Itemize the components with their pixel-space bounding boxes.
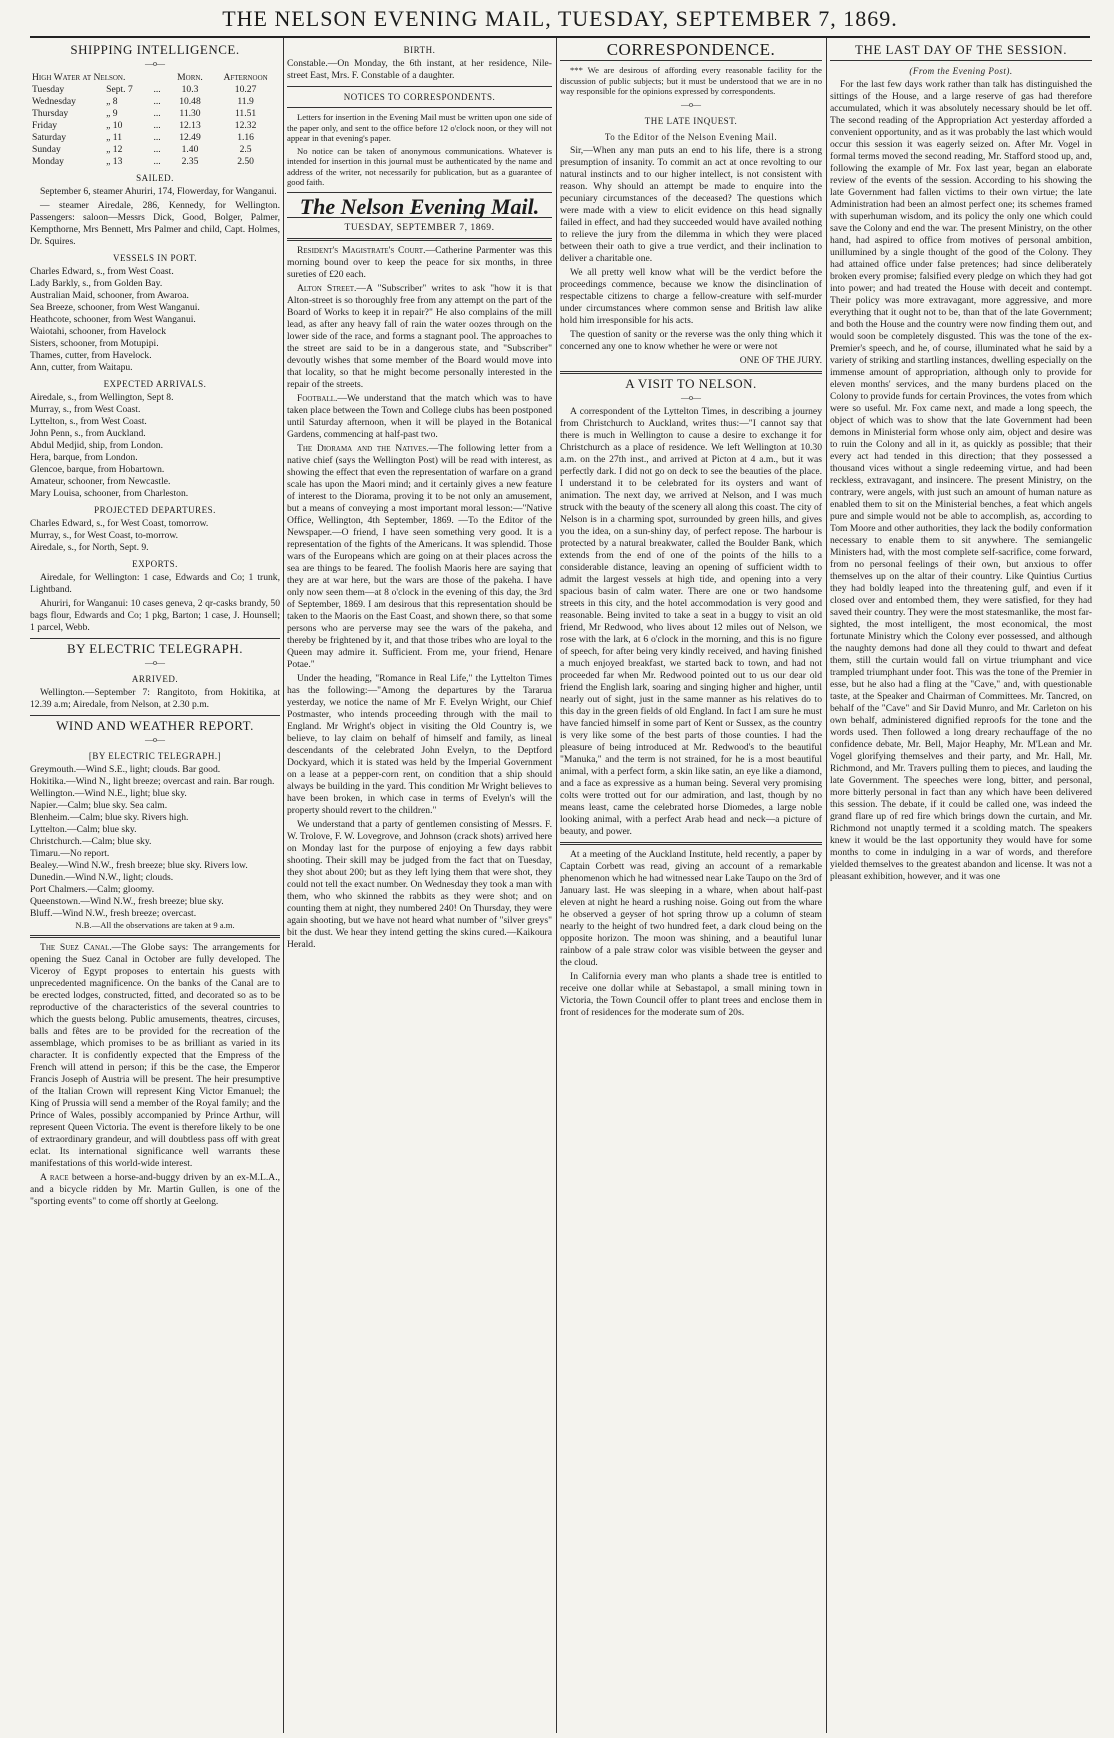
- column-2: [287, 40, 552, 1730]
- auckland-article: At a meeting of the Auckland Institute, held recently, a paper by Captain Corbett was read, giving an account of a remarkable phenomenon which he had witnessed near Lake Taupo on the 3rd of January last. He was sleeping in a whare, when about half-past eleven at night he heard a rushing noise. Going out from the whare he observed a geyser of hot spring throw up a column of steam nearly to the height of two hundred feet, a dark cloud being on the opposite horizon. The moon was shining, and a beautiful lunar rainbow of a pale straw color was visible between the geyser and the cloud.: [560, 848, 822, 968]
- divider: [830, 60, 1092, 61]
- sailed-list: [30, 186, 280, 248]
- tide-cell: 11.30: [179, 108, 201, 119]
- export-item: Airedale, for Wellington: 1 case, Edwards and Co; 1 trunk, Lightband.: [30, 572, 280, 595]
- projected-item: Airedale, s., for North, Sept. 9.: [30, 542, 149, 553]
- california-article: In California every man who plants a shade tree is entitled to receive one dollar while at Sebastapol, a small mining town in Victoria, the Town Council offer to plant trees and enclose them in front of residences for the moderate sum of 20s.: [560, 970, 822, 1018]
- tide-cell: ...: [153, 120, 161, 131]
- divider: [287, 238, 552, 241]
- visit-article: [560, 406, 822, 838]
- divider: [287, 86, 552, 87]
- tide-cell: „ 13: [106, 156, 123, 167]
- tide-cell: 2.50: [237, 156, 254, 167]
- tide-cell: Monday: [32, 156, 64, 167]
- tide-cell: 10.48: [179, 96, 201, 107]
- weather-subheading: [BY ELECTRIC TELEGRAPH.]: [88, 751, 222, 761]
- tide-cell: 12.32: [234, 120, 257, 131]
- vessel-item: Ann, cutter, from Waitapu.: [30, 362, 133, 373]
- tide-cell: ...: [153, 108, 161, 119]
- expected-item: Amateur, schooner, from Newcastle.: [30, 476, 171, 487]
- ornament: —o—: [145, 658, 165, 667]
- expected-item: Glencoe, barque, from Hobartown.: [30, 464, 165, 475]
- expected-item: Airedale, s., from Wellington, Sept 8.: [30, 392, 174, 403]
- vessel-item: Lady Barkly, s., from Golden Bay.: [30, 278, 163, 289]
- expected-item: Lyttelton, s., from West Coast.: [30, 416, 147, 427]
- tide-cell: Saturday: [32, 132, 67, 143]
- tide-cell: Sunday: [32, 144, 61, 155]
- inquest-heading: THE LATE INQUEST.: [644, 115, 738, 126]
- weather-item: Timaru.—No report.: [30, 848, 110, 859]
- tide-cell: 10.27: [234, 84, 257, 95]
- vessel-item: Sea Breeze, schooner, from West Wanganui.: [30, 302, 200, 313]
- tide-header-cell: Morn.: [177, 72, 203, 83]
- football-article: —We understand that the match which was to have taken place between the Town and College clubs has been postponed until Saturday afternoon, when it will be played in the Botanical Gardens, commencing at half-past two.: [287, 392, 552, 440]
- ornament: —o—: [681, 99, 701, 109]
- column-divider: [556, 38, 557, 1733]
- session-source: (From the Evening Post).: [909, 66, 1013, 76]
- romance-article: Under the heading, "Romance in Real Life," the Lyttelton Times has the following:—"Among the departures by the Tararua yesterday, we notice the name of Mr F. Evelyn Wright, our Chief Postmaster, who intends proceeding through with the mail to England. Mr Wright's object in visiting the Old Country is, we believe, to lay claim on behalf of himself and family, as lineal descendants of the celebrated John Evelyn, to the Deptford Dockyard, which it is stated was held by the Imperial Government on a lease at a pepper-corn rent, on condition that a ship should always be building in the yard. This condition Mr Wright believes to have been broken, in which case in terms of Evelyn's will the property should revert to the children.": [287, 672, 552, 816]
- tide-cell: 1.16: [237, 132, 254, 143]
- arrived-heading: ARRIVED.: [131, 674, 179, 684]
- rabbits-article: We understand that a party of gentlemen consisting of Messrs. F. W. Trolove, F. W. Lovegrove, and Johnson (crack shots) arrived here on Monday last for the purpose of enjoying a few days rabbit shooting. Their skill may be judged from the fact that on Tuesday, they shot about 200; but as they left lying them that were shot, they could not tell the exact number. On Wednesday they took a man with them, who who skinned the rabbits as they were shot; and on counting them at night, they numbered 240! On Thursday, they were again shooting, but we have not heard what number of "silver greys" bit the dust. We hear they intend getting the skins cured.—Kaikoura Herald.: [287, 818, 552, 950]
- birth-notice: Constable.—On Monday, the 6th instant, at her residence, Nile-street East, Mrs. F. Constable of a daughter.: [287, 58, 552, 81]
- inquest-to: To the Editor of the Nelson Evening Mail.: [604, 131, 778, 142]
- weather-item: Queenstown.—Wind N.W., fresh breeze; blue sky.: [30, 896, 224, 907]
- tide-row: [30, 120, 280, 132]
- tide-cell: Sept. 7: [106, 84, 133, 95]
- weather-item: Hokitika.—Wind N., light breeze; overcast and rain. Bar rough.: [30, 776, 275, 787]
- race-runin: A race: [40, 1171, 69, 1183]
- column-1: [30, 40, 280, 1730]
- tide-row: [30, 156, 280, 168]
- exports-heading: EXPORTS.: [132, 559, 178, 569]
- tide-cell: Tuesday: [32, 84, 65, 95]
- column-divider: [283, 38, 284, 1733]
- football-runin: Football.: [297, 392, 338, 404]
- weather-item: Napier.—Calm; blue sky. Sea calm.: [30, 800, 168, 811]
- tide-header-cell: High Water at Nelson.: [32, 72, 126, 83]
- vessel-item: Charles Edward, s., from West Coast.: [30, 266, 174, 277]
- vessels-heading: VESSELS IN PORT.: [112, 253, 198, 263]
- inquest-paragraph: We all pretty well know what will be the verdict before the proceedings commence, because we know the disinclination of respectable citizens to charge a fellow-creature with self-murder under circumstances where common sense and British law alike hold him irresponsible for his acts.: [560, 266, 822, 326]
- session-article: [830, 79, 1092, 883]
- tide-cell: 11.51: [234, 108, 257, 119]
- tide-cell: Friday: [32, 120, 58, 131]
- sailed-item: — steamer Airedale, 286, Kennedy, for Wellington. Passengers: saloon—Messrs Dick, Good, Bolger, Palmer, Kempthorne, Mrs Bennett, Mrs Palmer and child, Capt. Holmes, Dr. Squires.: [30, 200, 280, 247]
- weather-note: N.B.—All the observations are taken at 9 a.m.: [75, 920, 235, 930]
- vessel-item: Australian Maid, schooner, from Awaroa.: [30, 290, 189, 301]
- column-divider: [826, 38, 827, 1733]
- visit-paragraph: A correspondent of the Lyttelton Times, in describing a journey from Christchurch to Auckland, writes thus:—"I cannot say that there is much in Wellington to cause a desire to exchange it for Christchurch as a place of residence. We left Wellington at 10.30 a.m. on the 27th inst., and arrived at Picton at 4 a.m., but it was perfectly dark. I did not go on deck to see the beauties of the place. I understand it to be celebrated for its oysters and want of animation. The next day, we arrived at Nelson, and I was much struck with the beauty of the scenery all along this coast. The city of Nelson is in a charming spot, surrounded by green hills, and gives you the idea, on a sun-shiny day, of perfect repose. The harbour is protected by a natural breakwater, called the Boulder Bank, which extends from the end of one of the points of the hills to a considerable distance, leaving an opening of sufficient width to admit the largest vessels at high tide, and opening into a very spacious basin of calm water. There are one or two handsome streets in this city, and the hotel accommodation is very good and reasonable. Being invited to take a seat in a buggy to visit an old friend, Mr Redwood, who lives about 12 miles out of Nelson, we rose with the lark, at 6 o'clock in the morning, and this is no figure of speech, for after being very kindly received, and having finished a much enjoyed breakfast, we started back to town, and had not proceeded far when Mr. Redwood pointed out to us our dear old friend the English lark, soaring and singing higher and higher, until nearly out of sight, just in the same manner as his relatives do to this day in the green fields of old England. In fact I am sure he must have fancied himself in some part of Kent or Sussex, as the country is very like some of the best parts of those counties. I had the pleasure of being introduced at Mr. Redwood's to the beautiful "Manuka," and the term is not strained, for he is a most beautiful animal, with a perfect form, a skin like satin, an eye like a diamond, and a face as expressive as a human being. Several very promising colts were trotted out for our admiration, and last, though by no means least, came the celebrated horse Diomedes, a large noble looking animal, with a perfect Arab head and neck—a picture of beauty, and power.: [560, 405, 822, 837]
- arrived-text: Wellington.—September 7: Rangitoto, from Hokitika, at 12.39 a.m; Airedale, from Nelson, at 2.30 p.m.: [30, 687, 280, 710]
- inquest-letter: [560, 145, 822, 353]
- tide-cell: ...: [153, 144, 161, 155]
- court-runin: Resident's Magistrate's Court.: [297, 244, 426, 256]
- tide-cell: „ 12: [106, 144, 123, 155]
- inquest-signature: ONE OF THE JURY.: [739, 354, 822, 366]
- visit-heading: A VISIT TO NELSON.: [625, 375, 757, 391]
- sailed-heading: SAILED.: [136, 173, 174, 183]
- expected-list: [30, 392, 280, 500]
- tide-cell: 12.13: [179, 120, 201, 131]
- weather-item: Dunedin.—Wind N.W., light; clouds.: [30, 872, 174, 883]
- weather-item: Wellington.—Wind N.E., light; blue sky.: [30, 788, 187, 799]
- expected-item: Murray, s., from West Coast.: [30, 404, 141, 415]
- shipping-heading: SHIPPING INTELLIGENCE.: [70, 42, 240, 57]
- alton-article: —A "Subscriber" writes to ask "how it is that Alton-street is so thoroughly free from any attempt on the part of the Board of Works to keep it in repair?" He also complains of the mill lead, as after any heavy fall of rain the water oozes through on the lower side of the race, and forms a stagnant pool. The approaches to the street are said to be in a dangerous state, and "Subscriber" devoutly wishes that some member of the Board would move into that locality, so that he might become personally interested in the repair of the streets.: [287, 282, 552, 390]
- tide-cell: 2.35: [181, 156, 199, 167]
- expected-heading: EXPECTED ARRIVALS.: [103, 379, 207, 389]
- divider: [30, 715, 280, 716]
- divider: [30, 638, 280, 639]
- notice-paragraph: Letters for insertion in the Evening Mail must be written upon one side of the paper only, and sent to the office before 12 o'clock noon, or they will not appear in that evening's paper.: [287, 112, 552, 143]
- vessel-item: Sisters, schooner, from Motupipi.: [30, 338, 159, 349]
- tide-row: [30, 144, 280, 156]
- tide-cell: Thursday: [32, 108, 69, 119]
- tide-cell: ...: [153, 96, 161, 107]
- paper-title: The Nelson Evening Mail.: [299, 193, 540, 219]
- weather-item: Bealey.—Wind N.W., fresh breeze; blue sky. Rivers low.: [30, 860, 248, 871]
- divider: [287, 107, 552, 108]
- projected-list: [30, 518, 280, 554]
- tide-cell: 10.3: [181, 84, 199, 95]
- notices-heading: NOTICES TO CORRESPONDENTS.: [343, 92, 496, 102]
- divider: [30, 935, 280, 938]
- notices-list: [287, 112, 552, 188]
- session-heading: THE LAST DAY OF THE SESSION.: [855, 42, 1067, 57]
- divider: [287, 192, 552, 193]
- tide-cell: „ 10: [106, 120, 123, 131]
- weather-item: Christchurch.—Calm; blue sky.: [30, 836, 152, 847]
- inquest-paragraph: Sir,—When any man puts an end to his life, there is a strong presumption of insanity. To commit an act at once revolting to our natural instincts and to our higher intellect, is not consistent with reason. Why should an attempt be made to enquire into the pecuniary circumstances of the deceased? The questions which were made with a view to elicit evidence on this head signally failed in effect, and had they succeeded would have availed nothing to relieve the jury from the dilemma in which they were placed between their oath to give a true verdict, and their inclination to deliver a charitable one.: [560, 144, 822, 264]
- diorama-runin: The Diorama and the Natives.: [297, 442, 429, 454]
- suez-runin: The Suez Canal.: [40, 941, 112, 953]
- notice-paragraph: No notice can be taken of anonymous communications. Whatever is intended for insertion in this journal must be authenticated by the name and address of the writer, not necessarily for publication, but as a guarantee of good faith.: [287, 145, 552, 187]
- tide-row: [30, 132, 280, 144]
- expected-item: Abdul Medjid, ship, from London.: [30, 440, 163, 451]
- expected-item: Mary Louisa, schooner, from Charleston.: [30, 488, 189, 499]
- weather-heading: WIND AND WEATHER REPORT.: [56, 718, 254, 733]
- expected-item: John Penn, s., from Auckland.: [30, 428, 146, 439]
- weather-item: Bluff.—Wind N.W., fresh breeze; overcast.: [30, 908, 197, 919]
- vessel-item: Waiotahi, schooner, from Havelock: [30, 326, 167, 337]
- export-item: Ahuriri, for Wanganui: 10 cases geneva, 2 qr-casks brandy, 50 bags flour, Edwards and Co; 1 pkg, Barton; 1 case, J. Hounsell; 1 parcel, Webb.: [30, 598, 280, 633]
- masthead: THE NELSON EVENING MAIL, TUESDAY, SEPTEMBER 7, 1869.: [222, 6, 898, 31]
- divider: [560, 842, 822, 845]
- weather-list: [30, 764, 280, 920]
- race-article: between a horse-and-buggy driven by an ex-M.L.A., and a bicycle ridden by Mr. Martin Gullen, is one of the "sporting events" to come off shortly at Geelong.: [30, 1171, 280, 1207]
- session-paragraph: For the last few days work rather than talk has distinguished the sittings of the House, and a large reserve of gas had therefore accumulated, which it was absolutely necessary should be let off. The second reading of the Appropriation Act yesterday afforded a convenient opportunity, and as it was probably the last which would occur this session it was eagerly seized on. After Mr. Vogel in formal terms moved the second reading, Mr. Stafford stood up, and, following the example of Mr. Fox last year, began an elaborate review of the events of the session. According to his showing the late Government had fallen victims to their own virtue; the late Administration had been an almost perfect one; its schemes framed with superhuman wisdom, and its policy the only one which could save the Colony and end the war. The present Ministry, on the other hand, had aspired to office from motives of personal ambition, unillumined by a single thought of the good of the Colony. They had attained office under false pretences; had since deliberately broken every promise; falsified every pledge on which they had got into power; and had treated the House with deceit and contempt. Their policy was more extravagant, more aggressive, and more everything that it ought not to be, than that of the late Government; and both the House and the country were now finding them out, and would soon be completely disgusted. This was the tone of the ex-Premier's speech, and he, of course, illuminated what he said by a variety of striking and startling instances, dwelling especially on the immense amount of appropriation, although only to provide for eleven months' services, and the many burdens placed on the Colony to provide funds for certain Provinces, the votes from which were so useful. Mr. Fox came next, and made a long speech, the object of which was to show that the late Government had been demons in Ministerial form whose only aim, object and desire was to ruin the Colony and all in it, as quickly as possible; that their every act had tended in this direction; that they possessed a thousand vices without a single redeeming virtue, and had been reckless, extravagant, and insincere. The present Ministry, on the contrary, were angels, with just such an amount of human nature as enabled them to sit on the Ministerial benches, a feat which angels pure and simple would not be able to accomplish, as, according to Tom Moore and other authorities, they lack the bodily conformation necessary to enable them to sit anywhere. The semiangelic Ministers had, with the most complete self-sacrifice, come forward, from no personal feelings of their own, but anxious to offer themselves up on the altar of their country. Like Quintius Curtius they had boldly leaped into the threatening gulf, and even if it closed over and entombed them, they were satisfied, for they had saved their country. They were the most statesmanlike, the most far-sighted, the most intelligent, the most economical, the most fortunate Ministry which the Colony ever possessed, and although the naughty demons had done all they could to thwart and defeat them, still the curtain would fall on virtue triumphant and vice trampled triumphant under foot. This was the tone of the Premier in esse, but he also had a fling at the "Cave," and, with questionable taste, at the Speaker and Chairman of Committees. Mr. Tancred, on behalf of the "Cave" and Sir David Munro, and Mr. Carleton on his own behalf, administered dignified reproofs for the tone and the words used. Then followed a long dreary rechauffage of the no confidence debate, Mr. Bell, Major Heaphy, Mr. M'Lean and Mr. Vogel glorifying themselves and their party, and Mr. Hall, Mr. Richmond, and Mr. Travers pulling them to pieces, and lauding the late Government. The speeches were long, bitter, and personal, more bitterly personal in fact than any which have been delivered this session. The debate, if it could be called one, was indeed the grand flare up of red fire which brings down the curtain, and Mr. Richmond not unaptly termed it a scolding match. The speakers knew it would be the last opportunity they would have for some months to come in indulging in a war of words, and therefore yielded themselves to the greatest abandon and license. It was not a pleasant exhibition, however, and it was one: [830, 79, 1092, 882]
- disclaimer: *** We are desirous of affording every reasonable facility for the discussion of public subjects; but it must be understood that we are in no way responsible for the opinions expressed by correspondents.: [560, 65, 822, 96]
- vessels-list: [30, 266, 280, 374]
- dateline: TUESDAY, SEPTEMBER 7, 1869.: [344, 221, 495, 233]
- suez-article: —The Globe says: The arrangements for opening the Suez Canal in October are fully developed. The Viceroy of Egypt proposes to entertain his guests with unprecedented magnificence. On the banks of the Canal are to be erected lodges, constructed, fitted, and decorated so as to be reproductive of the characteristics of the several countries to which the guests belong. Public amusements, theatres, circuses, balls and fêtes are to be provided for the recreation of the assemblage, which promises to be as brilliant as varied in its character. It is confidently expected that the Empress of the French will attend in person; if this be the case, the Emperor Francis Joseph of Austria will be present. The heir presumptive of the Italian Crown will represent King Victor Emanuel; the King of Prussia will send a member of the Royal family; and the Prince of Wales, possibly accompanied by Prince Arthur, will represent Queen Victoria. The event is therefore likely to be one of extraordinary grandeur, and will doubtless pass off with great eclat. Its international significance well warrants these manifestations of this world-wide interest.: [30, 941, 280, 1169]
- tide-row: [30, 96, 280, 108]
- tide-row: [30, 108, 280, 120]
- column-4: [830, 40, 1092, 1730]
- tide-cell: „ 8: [106, 96, 118, 107]
- tide-cell: 12.49: [179, 132, 201, 143]
- sailed-item: September 6, steamer Ahuriri, 174, Flowerday, for Wanganui.: [40, 186, 277, 197]
- diorama-article: —The following letter from a native chief (says the Wellington Post) will be read with interest, as showing the effect that even the representation of warfare on a grand scale has upon the Maori mind; and it certainly gives a new feature of interest to the Diorama, proving it to be not only an amusement, but a means of conveying a most important moral lesson:—"Native Office, Wellington, 4th September, 1869. —To the Editor of the Newspaper.—O friend, I have seen something very good. It is a representation of the fights of the Americans. It was splendid. Those wars of the Europeans which are going on at their places across the sea are things to be feared. The foolish Maoris here are saying that they are at war here, but the wars are those of the pakeha. I have only now seen them—at 8 o'clock in the evening of this day, the 3rd of September, 1869. I am desirous that this representation should be taken to the Maoris on the East Coast, and shown there, so that some persons who are perverse may see the wars of the pakeha, and thereby be frightened by it, and that those tribes who are loyal to the Queen may admire it. Sufficient. From me, your friend, Henare Potae.": [287, 442, 552, 670]
- weather-item: Port Chalmers.—Calm; gloomy.: [30, 884, 155, 895]
- vessel-item: Heathcote, schooner, from West Wanganui.: [30, 314, 196, 325]
- tide-header-cell: Afternoon: [223, 72, 268, 83]
- ornament: —o—: [145, 59, 165, 68]
- tide-table: [30, 72, 280, 168]
- tide-cell: ...: [153, 156, 161, 167]
- tide-cell: 11.9: [237, 96, 254, 107]
- projected-heading: PROJECTED DEPARTURES.: [94, 505, 216, 515]
- weather-item: Greymouth.—Wind S.E., light; clouds. Bar good.: [30, 764, 221, 775]
- tide-cell: 2.5: [239, 144, 252, 155]
- ornament: —o—: [145, 735, 165, 744]
- projected-item: Murray, s., for West Coast, to-morrow.: [30, 530, 179, 541]
- birth-heading: BIRTH.: [403, 45, 436, 55]
- divider: [560, 60, 822, 61]
- tide-cell: 1.40: [181, 144, 199, 155]
- tide-cell: ...: [153, 84, 161, 95]
- correspondence-heading: CORRESPONDENCE.: [606, 40, 776, 59]
- tide-row: [30, 84, 280, 96]
- tide-cell: „ 9: [106, 108, 118, 119]
- divider: [560, 371, 822, 374]
- vessel-item: Thames, cutter, from Havelock.: [30, 350, 152, 361]
- expected-item: Hera, barque, from London.: [30, 452, 138, 463]
- tide-cell: Wednesday: [32, 96, 76, 107]
- masthead-rule: [30, 36, 1090, 38]
- inquest-paragraph: The question of sanity or the reverse was the only thing which it concerned any one to know whether he were or were not: [560, 328, 822, 352]
- exports-list: [30, 572, 280, 634]
- projected-item: Charles Edward, s., for West Coast, tomorrow.: [30, 518, 209, 529]
- weather-item: Blenheim.—Calm; blue sky. Rivers high.: [30, 812, 189, 823]
- court-article: —Catherine Parmenter was this morning bound over to keep the peace for six months, in three sureties of £20 each.: [287, 244, 552, 280]
- tide-cell: ...: [153, 132, 161, 143]
- tide-cell: „ 11: [106, 132, 123, 143]
- alton-runin: Alton Street.: [297, 282, 357, 294]
- weather-item: Lyttelton.—Calm; blue sky.: [30, 824, 137, 835]
- telegraph-heading: BY ELECTRIC TELEGRAPH.: [66, 641, 244, 656]
- column-3: [560, 40, 822, 1730]
- ornament: —o—: [681, 392, 701, 402]
